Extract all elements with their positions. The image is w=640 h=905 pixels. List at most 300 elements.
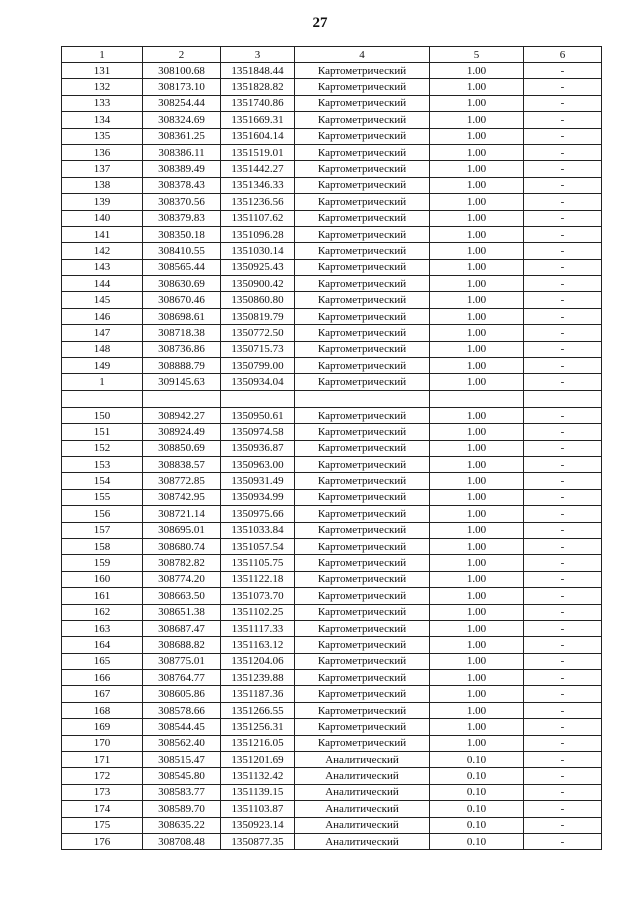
table-cell: 308389.49	[143, 161, 221, 177]
table-cell: 1.00	[430, 243, 524, 259]
table-cell: 1.00	[430, 308, 524, 324]
table-cell: -	[524, 489, 602, 505]
table-cell: Картометрический	[295, 473, 430, 489]
table-cell: Аналитический	[295, 801, 430, 817]
table-cell: 1.00	[430, 588, 524, 604]
table-row	[62, 325, 602, 341]
table-cell: 308695.01	[143, 522, 221, 538]
table-cell: 1.00	[430, 489, 524, 505]
table-cell: 1.00	[430, 341, 524, 357]
table-cell: 135	[62, 128, 143, 144]
table-cell: -	[524, 555, 602, 571]
table-cell: -	[524, 522, 602, 538]
table-cell: Картометрический	[295, 538, 430, 554]
table-cell: -	[524, 588, 602, 604]
table-cell: 1350975.66	[221, 506, 295, 522]
table-cell: 308565.44	[143, 259, 221, 275]
table-cell: 1.00	[430, 620, 524, 636]
table-cell: 308764.77	[143, 670, 221, 686]
table-cell: -	[524, 243, 602, 259]
table-cell: 0.10	[430, 784, 524, 800]
table-cell: 1351266.55	[221, 702, 295, 718]
table-cell: 173	[62, 784, 143, 800]
table-cell: 172	[62, 768, 143, 784]
table-cell: 1351096.28	[221, 226, 295, 242]
empty-cell	[62, 390, 143, 407]
table-cell: 176	[62, 833, 143, 849]
table-row	[62, 95, 602, 111]
table-row	[62, 161, 602, 177]
table-cell: 0.10	[430, 752, 524, 768]
table-cell: -	[524, 424, 602, 440]
table-cell: 1.00	[430, 358, 524, 374]
table-cell: 1351828.82	[221, 79, 295, 95]
table-cell: 1351139.15	[221, 784, 295, 800]
table-cell: -	[524, 702, 602, 718]
table-cell: Аналитический	[295, 833, 430, 849]
table-cell: 1351033.84	[221, 522, 295, 538]
column-header-3: 3	[221, 47, 295, 63]
table-cell: 166	[62, 670, 143, 686]
table-cell: 1.00	[430, 719, 524, 735]
table-row	[62, 702, 602, 718]
table-cell: 1351187.36	[221, 686, 295, 702]
table-cell: Картометрический	[295, 243, 430, 259]
table-cell: Картометрический	[295, 144, 430, 160]
table-cell: Картометрический	[295, 620, 430, 636]
table-cell: 1.00	[430, 210, 524, 226]
table-cell: Картометрический	[295, 604, 430, 620]
table-cell: -	[524, 226, 602, 242]
table-cell: Картометрический	[295, 407, 430, 423]
table-cell: 308100.68	[143, 63, 221, 79]
table-cell: -	[524, 292, 602, 308]
table-cell: 308742.95	[143, 489, 221, 505]
table-cell: 145	[62, 292, 143, 308]
table-cell: 308173.10	[143, 79, 221, 95]
table-row	[62, 440, 602, 456]
table-cell: 1.00	[430, 653, 524, 669]
table-row	[62, 308, 602, 324]
table-cell: 308838.57	[143, 456, 221, 472]
table-row	[62, 620, 602, 636]
table-cell: 308379.83	[143, 210, 221, 226]
table-cell: 1350877.35	[221, 833, 295, 849]
table-cell: Картометрический	[295, 308, 430, 324]
table-cell: 160	[62, 571, 143, 587]
table-cell: Картометрический	[295, 276, 430, 292]
table-cell: 1351740.86	[221, 95, 295, 111]
table-cell: 155	[62, 489, 143, 505]
table-cell: -	[524, 571, 602, 587]
table-cell: 1351132.42	[221, 768, 295, 784]
table-cell: 142	[62, 243, 143, 259]
table-cell: 1351204.06	[221, 653, 295, 669]
table-cell: 1350772.50	[221, 325, 295, 341]
table-row	[62, 555, 602, 571]
table-cell: Картометрический	[295, 653, 430, 669]
table-cell: 139	[62, 194, 143, 210]
table-cell: 308350.18	[143, 226, 221, 242]
table-cell: 1.00	[430, 292, 524, 308]
table-cell: 1350799.00	[221, 358, 295, 374]
table-cell: Аналитический	[295, 817, 430, 833]
table-row	[62, 276, 602, 292]
table-cell: 308370.56	[143, 194, 221, 210]
table-row	[62, 407, 602, 423]
table-cell: 1.00	[430, 424, 524, 440]
table-cell: Картометрический	[295, 112, 430, 128]
table-cell: -	[524, 833, 602, 849]
table-cell: -	[524, 210, 602, 226]
table-cell: -	[524, 817, 602, 833]
table-cell: 1350974.58	[221, 424, 295, 440]
table-cell: 309145.63	[143, 374, 221, 390]
table-cell: 143	[62, 259, 143, 275]
table-cell: -	[524, 144, 602, 160]
table-row	[62, 473, 602, 489]
table-cell: 1350934.04	[221, 374, 295, 390]
column-header-2: 2	[143, 47, 221, 63]
table-cell: Картометрический	[295, 686, 430, 702]
table-row	[62, 292, 602, 308]
table-cell: -	[524, 177, 602, 193]
table-cell: 1.00	[430, 194, 524, 210]
table-cell: 134	[62, 112, 143, 128]
table-cell: 136	[62, 144, 143, 160]
table-cell: 1.00	[430, 112, 524, 128]
table-cell: 140	[62, 210, 143, 226]
table-cell: -	[524, 325, 602, 341]
table-cell: 165	[62, 653, 143, 669]
table-cell: Аналитический	[295, 784, 430, 800]
table-cell: Картометрический	[295, 374, 430, 390]
table-cell: 1351236.56	[221, 194, 295, 210]
table-cell: -	[524, 752, 602, 768]
table-cell: 308772.85	[143, 473, 221, 489]
table-cell: 1.00	[430, 259, 524, 275]
table-row	[62, 719, 602, 735]
table-cell: 1.00	[430, 538, 524, 554]
table-cell: -	[524, 801, 602, 817]
table-cell: -	[524, 308, 602, 324]
table-cell: 1351848.44	[221, 63, 295, 79]
empty-cell	[221, 390, 295, 407]
table-cell: Картометрический	[295, 670, 430, 686]
table-cell: 0.10	[430, 801, 524, 817]
table-cell: 308545.80	[143, 768, 221, 784]
table-cell: 161	[62, 588, 143, 604]
table-cell: 308361.25	[143, 128, 221, 144]
table-cell: -	[524, 473, 602, 489]
table-cell: Картометрический	[295, 63, 430, 79]
table-cell: 1.00	[430, 276, 524, 292]
table-cell: 148	[62, 341, 143, 357]
table-cell: 308583.77	[143, 784, 221, 800]
table-cell: 1351669.31	[221, 112, 295, 128]
table-cell: 154	[62, 473, 143, 489]
table-cell: 1.00	[430, 522, 524, 538]
table-row	[62, 571, 602, 587]
table-cell: -	[524, 63, 602, 79]
table-row	[62, 374, 602, 390]
table-cell: -	[524, 670, 602, 686]
table-cell: 1351103.87	[221, 801, 295, 817]
table-cell: -	[524, 768, 602, 784]
table-cell: 308254.44	[143, 95, 221, 111]
table-cell: Картометрический	[295, 358, 430, 374]
table-row	[62, 79, 602, 95]
table-cell: 171	[62, 752, 143, 768]
table-cell: 1350934.99	[221, 489, 295, 505]
table-cell: 133	[62, 95, 143, 111]
table-cell: Картометрический	[295, 128, 430, 144]
table-cell: 1.00	[430, 735, 524, 751]
table-row	[62, 63, 602, 79]
table-cell: Картометрический	[295, 79, 430, 95]
table-cell: 1.00	[430, 374, 524, 390]
empty-cell	[295, 390, 430, 407]
table-cell: Картометрический	[295, 588, 430, 604]
table-cell: -	[524, 653, 602, 669]
table-cell: 308775.01	[143, 653, 221, 669]
table-row	[62, 637, 602, 653]
table-cell: 141	[62, 226, 143, 242]
table-cell: -	[524, 637, 602, 653]
table-row	[62, 243, 602, 259]
table-cell: 151	[62, 424, 143, 440]
table-cell: 1350936.87	[221, 440, 295, 456]
table-cell: -	[524, 604, 602, 620]
table-cell: 308708.48	[143, 833, 221, 849]
table-cell: 308687.47	[143, 620, 221, 636]
table-cell: Картометрический	[295, 424, 430, 440]
table-row	[62, 588, 602, 604]
table-cell: 308410.55	[143, 243, 221, 259]
table-cell: 1.00	[430, 571, 524, 587]
table-cell: -	[524, 276, 602, 292]
table-cell: 308680.74	[143, 538, 221, 554]
table-cell: 308774.20	[143, 571, 221, 587]
table-cell: 174	[62, 801, 143, 817]
table-cell: Картометрический	[295, 702, 430, 718]
table-cell: Картометрический	[295, 522, 430, 538]
table-cell: 147	[62, 325, 143, 341]
table-cell: 1351102.25	[221, 604, 295, 620]
table-cell: Картометрический	[295, 719, 430, 735]
table-cell: 1351519.01	[221, 144, 295, 160]
table-cell: 1.00	[430, 177, 524, 193]
table-cell: Картометрический	[295, 735, 430, 751]
table-cell: 1351163.12	[221, 637, 295, 653]
table-cell: 169	[62, 719, 143, 735]
table-cell: Картометрический	[295, 325, 430, 341]
table-cell: -	[524, 79, 602, 95]
table-spacer-row	[62, 390, 602, 407]
table-cell: -	[524, 112, 602, 128]
table-cell: 308850.69	[143, 440, 221, 456]
table-cell: 308562.40	[143, 735, 221, 751]
table-cell: 1350950.61	[221, 407, 295, 423]
table-cell: 1.00	[430, 473, 524, 489]
table-cell: 1350900.42	[221, 276, 295, 292]
table-cell: Аналитический	[295, 768, 430, 784]
table-cell: 1.00	[430, 686, 524, 702]
table-cell: 1351122.18	[221, 571, 295, 587]
table-cell: 308721.14	[143, 506, 221, 522]
table-cell: Аналитический	[295, 752, 430, 768]
table-cell: 1351030.14	[221, 243, 295, 259]
table-cell: Картометрический	[295, 226, 430, 242]
table-row	[62, 768, 602, 784]
table-cell: 132	[62, 79, 143, 95]
empty-cell	[143, 390, 221, 407]
table-cell: 308544.45	[143, 719, 221, 735]
table-cell: -	[524, 374, 602, 390]
table-row	[62, 833, 602, 849]
table-cell: 1.00	[430, 63, 524, 79]
empty-cell	[430, 390, 524, 407]
table-cell: 1351073.70	[221, 588, 295, 604]
column-header-5: 5	[430, 47, 524, 63]
table-cell: -	[524, 128, 602, 144]
table-cell: 1.00	[430, 128, 524, 144]
table-cell: 1350931.49	[221, 473, 295, 489]
column-header-6: 6	[524, 47, 602, 63]
table-row	[62, 735, 602, 751]
table-cell: 1351346.33	[221, 177, 295, 193]
table-cell: -	[524, 784, 602, 800]
table-cell: 1350963.00	[221, 456, 295, 472]
table-cell: 308386.11	[143, 144, 221, 160]
table-cell: -	[524, 735, 602, 751]
table-cell: 1351201.69	[221, 752, 295, 768]
table-cell: Картометрический	[295, 95, 430, 111]
table-cell: 156	[62, 506, 143, 522]
table-cell: 308670.46	[143, 292, 221, 308]
table-row	[62, 604, 602, 620]
table-cell: 308736.86	[143, 341, 221, 357]
table-row	[62, 177, 602, 193]
table-cell: 137	[62, 161, 143, 177]
table-cell: 1.00	[430, 456, 524, 472]
table-cell: -	[524, 95, 602, 111]
table-cell: Картометрический	[295, 456, 430, 472]
table-cell: 1351117.33	[221, 620, 295, 636]
page-number: 27	[312, 15, 328, 31]
coordinates-table	[61, 46, 602, 850]
table-cell: Картометрический	[295, 194, 430, 210]
table-cell: 170	[62, 735, 143, 751]
table-row	[62, 784, 602, 800]
table-cell: 1.00	[430, 702, 524, 718]
table-cell: -	[524, 358, 602, 374]
table-cell: Картометрический	[295, 161, 430, 177]
table-cell: 1.00	[430, 226, 524, 242]
table-cell: 308663.50	[143, 588, 221, 604]
table-cell: 1351057.54	[221, 538, 295, 554]
table-cell: Картометрический	[295, 489, 430, 505]
table-cell: 144	[62, 276, 143, 292]
table-cell: 1351105.75	[221, 555, 295, 571]
table-cell: 1.00	[430, 637, 524, 653]
table-row	[62, 341, 602, 357]
table-cell: Картометрический	[295, 210, 430, 226]
column-header-4: 4	[295, 47, 430, 63]
table-row	[62, 424, 602, 440]
table-cell: 1350860.80	[221, 292, 295, 308]
table-cell: 168	[62, 702, 143, 718]
table-cell: 1350925.43	[221, 259, 295, 275]
table-cell: 150	[62, 407, 143, 423]
table-cell: -	[524, 440, 602, 456]
table-cell: -	[524, 407, 602, 423]
table-row	[62, 538, 602, 554]
table-cell: 1.00	[430, 604, 524, 620]
table-cell: -	[524, 719, 602, 735]
table-row	[62, 670, 602, 686]
table-cell: 308378.43	[143, 177, 221, 193]
table-cell: 308630.69	[143, 276, 221, 292]
table-row	[62, 144, 602, 160]
table-cell: 308924.49	[143, 424, 221, 440]
table-cell: -	[524, 194, 602, 210]
table-cell: Картометрический	[295, 555, 430, 571]
table-cell: 1.00	[430, 440, 524, 456]
table-row	[62, 686, 602, 702]
table-cell: Картометрический	[295, 571, 430, 587]
table-row	[62, 489, 602, 505]
table-cell: 153	[62, 456, 143, 472]
table-cell: -	[524, 161, 602, 177]
table-row	[62, 801, 602, 817]
table-cell: 0.10	[430, 817, 524, 833]
table-cell: 1.00	[430, 325, 524, 341]
table-cell: 308578.66	[143, 702, 221, 718]
table-cell: 308605.86	[143, 686, 221, 702]
table-cell: 1350715.73	[221, 341, 295, 357]
table-cell: Картометрический	[295, 259, 430, 275]
table-row	[62, 259, 602, 275]
table-cell: 162	[62, 604, 143, 620]
table-cell: 308718.38	[143, 325, 221, 341]
table-row	[62, 210, 602, 226]
table-header	[62, 47, 602, 63]
table-cell: 1351107.62	[221, 210, 295, 226]
table-cell: 1.00	[430, 79, 524, 95]
table-cell: -	[524, 456, 602, 472]
table-cell: 308589.70	[143, 801, 221, 817]
table-cell: 1351216.05	[221, 735, 295, 751]
table-cell: 308515.47	[143, 752, 221, 768]
table-cell: 0.10	[430, 833, 524, 849]
header-row	[62, 47, 602, 63]
table-row	[62, 194, 602, 210]
table-cell: 308782.82	[143, 555, 221, 571]
table-cell: 308635.22	[143, 817, 221, 833]
table-cell: 1.00	[430, 407, 524, 423]
table-cell: 164	[62, 637, 143, 653]
table-cell: 308698.61	[143, 308, 221, 324]
table-cell: 152	[62, 440, 143, 456]
table-cell: 163	[62, 620, 143, 636]
table-cell: -	[524, 538, 602, 554]
table-cell: 149	[62, 358, 143, 374]
table-cell: Картометрический	[295, 341, 430, 357]
table-row	[62, 752, 602, 768]
table-cell: Картометрический	[295, 506, 430, 522]
table-cell: 1351604.14	[221, 128, 295, 144]
